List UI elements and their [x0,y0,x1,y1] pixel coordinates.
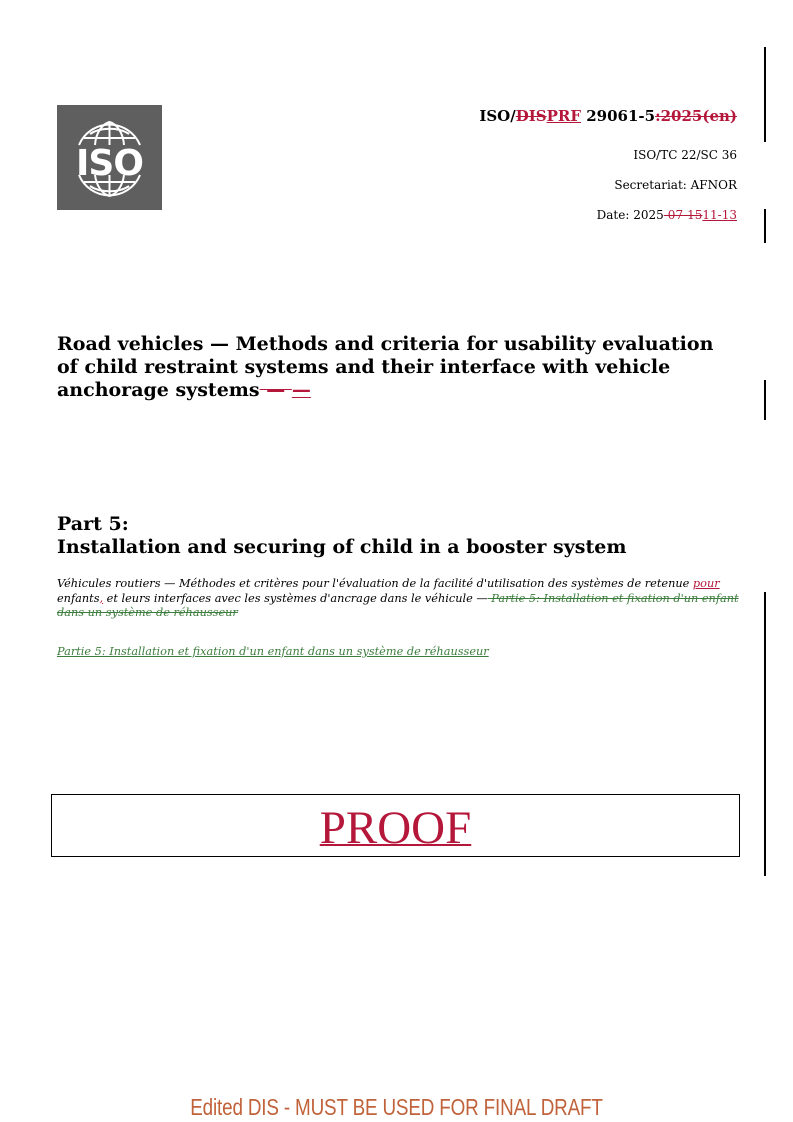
part-number: Part 5: [57,513,129,535]
proof-box [51,794,740,857]
footer-notice: Edited DIS - MUST BE USED FOR FINAL DRAFT [190,1094,603,1120]
french-inserted-pour: pour [692,577,720,590]
date-inserted: 11-13 [702,208,737,222]
title-deleted-dash: — [259,379,292,401]
part-name: Installation and securing of child in a booster system [57,536,627,558]
date-deleted: -07-15 [663,208,703,222]
french-seg1: Véhicules routiers — Méthodes et critères pour l'évaluation de la facilité d'utilisation des systèmes de retenue [57,577,693,590]
change-bar [764,47,766,142]
french-inserted-comma: , [99,591,104,605]
ref-prefix: ISO/ [479,107,516,125]
document-reference [479,107,737,125]
french-seg2: enfants [57,591,100,605]
iso-logo [57,105,162,210]
french-seg3: et leurs interfaces avec les systèmes d'ancrage dans le véhicule — [103,591,488,605]
french-inserted-part: Partie 5: Installation et fixation d'un enfant dans un système de réhausseur [57,645,489,658]
change-bar [764,209,766,243]
document-title [57,333,717,402]
ref-deleted-year: :2025(en) [655,107,737,125]
date-label: Date: 2025 [596,208,664,222]
secretariat: Secretariat: AFNOR [614,178,737,192]
french-part-line [57,645,747,660]
ref-deleted-stage: DIS [515,107,547,125]
date [597,208,737,222]
french-title [57,577,747,621]
logo-text: ISO [76,143,143,184]
change-bar [764,380,766,420]
committee: ISO/TC 22/SC 36 [633,148,737,162]
ref-inserted-stage: PRF [546,107,581,125]
change-bar [764,592,766,876]
globe-icon [57,105,162,210]
ref-number: 29061-5 [580,107,656,125]
french-deleted-part: Partie 5: Installation et fixation d'un enfant dans un système de réhausseur [57,591,739,619]
proof-label: PROOF [319,802,472,854]
title-text: Road vehicles — Methods and criteria for usability evaluation of child restraint systems and their interface with vehicle anchorage systems [57,333,714,401]
title-inserted-dash: — [291,379,311,401]
part-heading [57,513,737,559]
